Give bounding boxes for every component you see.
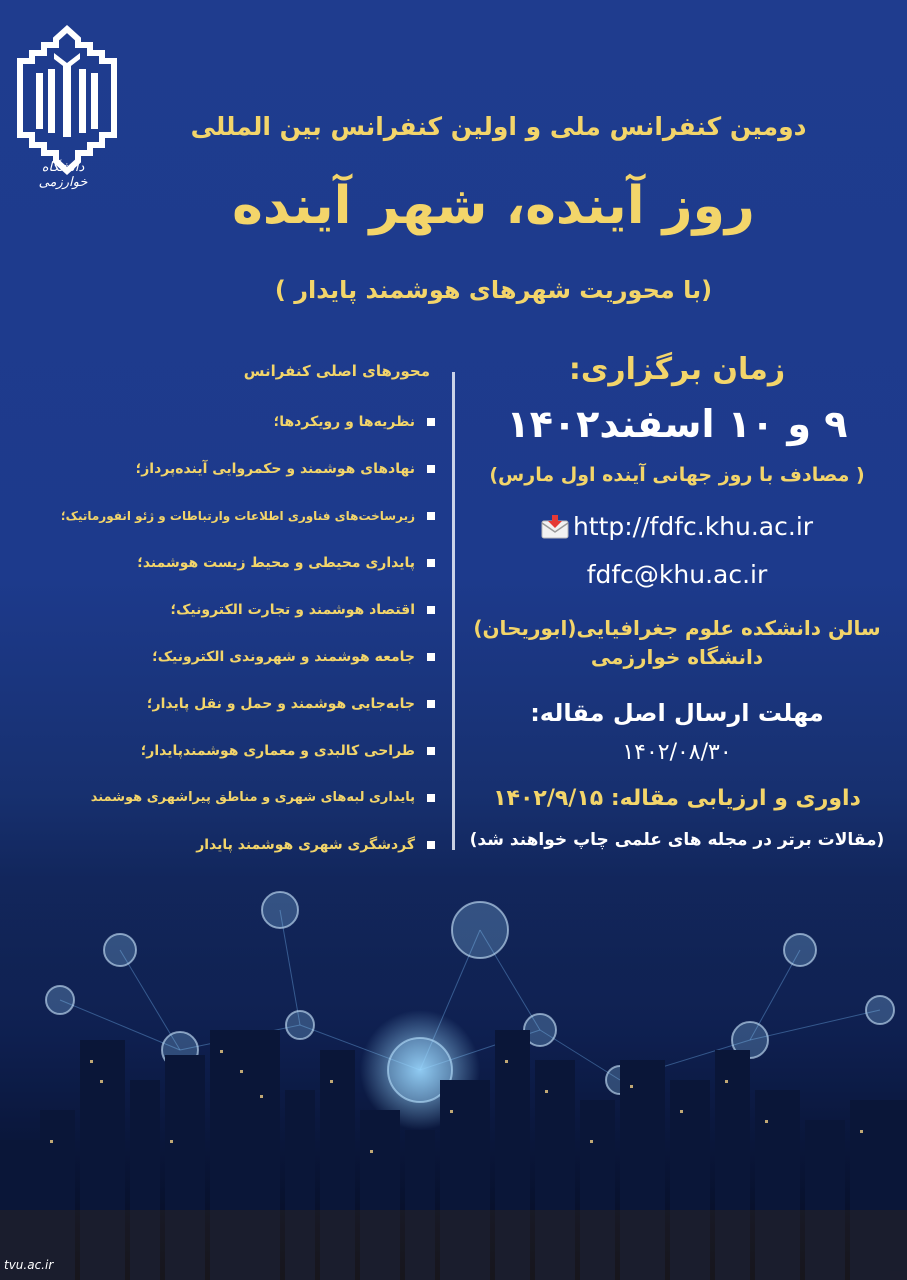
email-address[interactable]: fdfc@khu.ac.ir: [586, 560, 768, 589]
list-item: اقتصاد هوشمند و تجارت الکترونیک؛: [40, 586, 435, 633]
column-divider: [452, 372, 455, 850]
bullet-icon: [427, 512, 435, 520]
review-label: داوری و ارزیابی مقاله:: [610, 786, 861, 811]
bullet-icon: [427, 465, 435, 473]
conference-theme: (با محوریت شهرهای هوشمند پایدار ): [274, 276, 713, 304]
list-item: جامعه هوشمند و شهروندی الکترونیک؛: [40, 633, 435, 680]
publish-note: (مقالات برتر در مجله های علمی چاپ خواهند شد): [469, 830, 885, 850]
list-item: پایداری محیطی و محیط زیست هوشمند؛: [40, 539, 435, 586]
bullet-icon: [427, 747, 435, 755]
bullet-icon: [427, 700, 435, 708]
smart-city-skyline-image: [0, 880, 907, 1280]
topics-list: [40, 398, 435, 868]
event-date: ۹ و ۱۰ اسفند۱۴۰۲: [506, 402, 848, 446]
list-item: پایداری لبه‌های شهری و مناطق پیراشهری هوشمند: [40, 774, 435, 821]
venue-line-1: سالن دانشکده علوم جغرافیایی(ابوریحان): [473, 616, 881, 640]
bullet-icon: [427, 418, 435, 426]
bullet-icon: [427, 794, 435, 802]
watermark-text: tvu.ac.ir: [4, 1258, 54, 1272]
university-name-caption: دانشگاه خوارزمی: [38, 160, 88, 190]
bullet-icon: [427, 606, 435, 614]
deadline-date: ۱۴۰۲/۰۸/۳۰: [622, 740, 732, 765]
venue-line-2: دانشگاه خوارزمی: [590, 645, 764, 669]
review-date: ۱۴۰۲/۹/۱۵: [493, 786, 604, 811]
bullet-icon: [427, 841, 435, 849]
event-date-note: ( مصادف با روز جهانی آینده اول مارس): [489, 464, 865, 486]
list-item: نظریه‌ها و رویکردها؛: [40, 398, 435, 445]
event-time-label: زمان برگزاری:: [568, 352, 786, 387]
list-item: طراحی کالبدی و معماری هوشمندپایدار؛: [40, 727, 435, 774]
conference-subtitle: دومین کنفرانس ملی و اولین کنفرانس بین المللی: [190, 112, 807, 141]
topics-title: محورهای اصلی کنفرانس: [243, 362, 430, 380]
deadline-label: مهلت ارسال اصل مقاله:: [530, 699, 824, 727]
review-row: [462, 786, 892, 811]
list-item: نهادهای هوشمند و حکمروایی آینده‌پرداز؛: [40, 445, 435, 492]
website-link[interactable]: http://fdfc.khu.ac.ir: [572, 512, 814, 541]
bullet-icon: [427, 559, 435, 567]
bullet-icon: [427, 653, 435, 661]
conference-title: روز آینده، شهر آینده: [232, 176, 755, 236]
list-item: جابه‌جایی هوشمند و حمل و نقل پایدار؛: [40, 680, 435, 727]
mail-download-icon: [541, 515, 571, 539]
list-item: گردشگری شهری هوشمند پایدار: [40, 821, 435, 868]
list-item: زیرساخت‌های فناوری اطلاعات وارتباطات و ژئو انفورماتیک؛: [40, 492, 435, 539]
website-row: [462, 512, 892, 541]
